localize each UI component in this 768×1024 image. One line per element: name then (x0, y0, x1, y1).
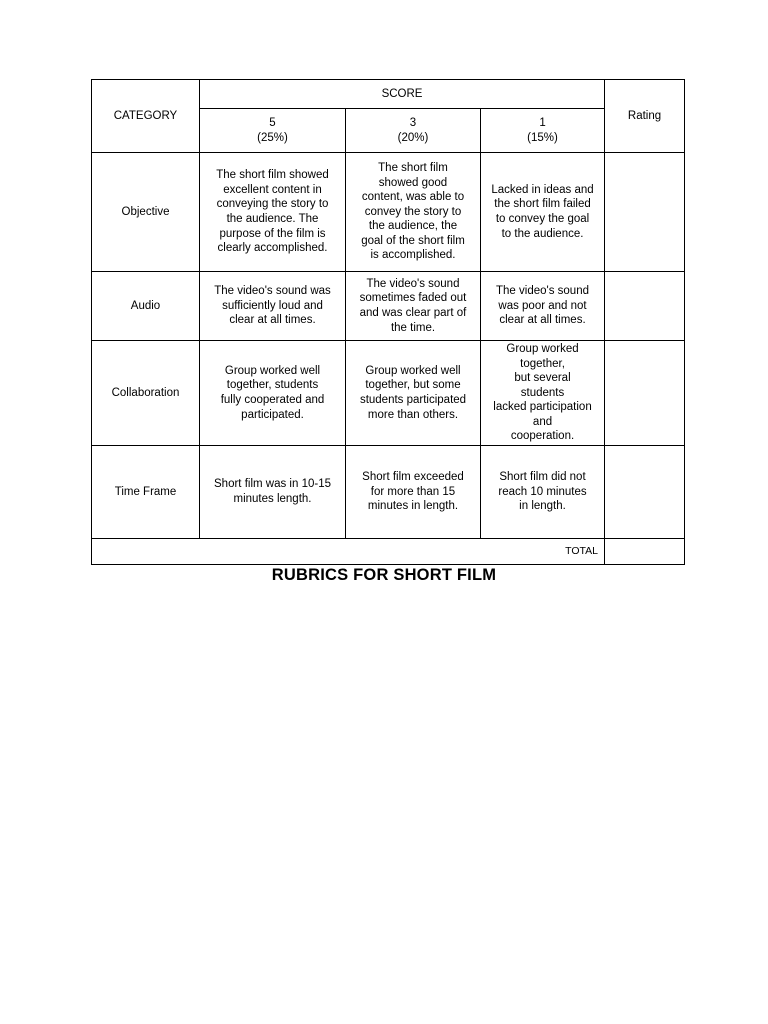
cell-line: content, was able to (361, 191, 465, 204)
criterion-cell (346, 153, 481, 272)
cell-line: is accomplished. (370, 249, 456, 262)
cell-line: minutes in length. (367, 500, 459, 513)
score-column-3 (346, 109, 481, 153)
page-title: RUBRICS FOR SHORT FILM (271, 566, 497, 584)
criterion-cell (200, 341, 346, 446)
cell-line: clear at all times. (499, 314, 586, 327)
score-column-5 (200, 109, 346, 153)
cell-line: for more than 15 (370, 485, 456, 498)
cell-line: Lacked in ideas and (491, 183, 594, 196)
cell-line: Short film did not (499, 471, 586, 484)
cell-line: the audience. The (226, 213, 319, 225)
cell-line: in length. (519, 500, 566, 513)
cell-line: lacked participation (493, 401, 592, 414)
cell-line: students (520, 386, 565, 399)
rating-cell (605, 446, 685, 539)
cell-line: the short film failed (494, 198, 591, 211)
category-time-frame: Time Frame (92, 446, 200, 539)
cell-line: Group worked well (365, 364, 461, 377)
criterion-cell (200, 153, 346, 272)
score-percent: (15%) (527, 131, 558, 144)
cell-line: students participated (359, 394, 467, 406)
score-points: 3 (409, 116, 417, 129)
cell-line: reach 10 minutes (498, 485, 587, 498)
criterion-cell (481, 272, 605, 341)
table-row (92, 153, 685, 272)
cell-line: Short film was in 10-15 (214, 478, 331, 491)
category-objective: Objective (92, 153, 200, 272)
cell-line: clearly accomplished. (217, 242, 328, 255)
cell-line: The short film (378, 161, 448, 174)
cell-line: purpose of the film is (219, 227, 326, 240)
cell-line: conveying the story to (216, 198, 329, 211)
cell-line: Group worked well (224, 364, 321, 377)
criterion-cell (200, 272, 346, 341)
cell-line: The video's sound was (214, 285, 331, 298)
cell-line: Group worked (506, 342, 579, 355)
cell-line: was poor and not (498, 299, 587, 312)
category-header: CATEGORY (92, 80, 200, 153)
cell-line: the audience, the (368, 220, 458, 233)
cell-line: convey the story to (364, 205, 462, 218)
table-row (92, 272, 685, 341)
criterion-cell (346, 272, 481, 341)
score-percent: (20%) (397, 131, 429, 144)
cell-line: and (532, 415, 553, 428)
table-row (92, 446, 685, 539)
rating-cell (605, 341, 685, 446)
total-rating-cell (605, 539, 685, 565)
cell-line: but several (514, 372, 571, 385)
cell-line: excellent content in (223, 183, 322, 196)
criterion-cell (346, 446, 481, 539)
cell-line: showed good (378, 176, 448, 189)
category-audio: Audio (92, 272, 200, 341)
cell-line: sometimes faded out (359, 292, 467, 305)
criterion-cell (481, 446, 605, 539)
cell-line: The short film showed (216, 169, 329, 182)
score-points: 5 (269, 116, 276, 129)
cell-line: Short film exceeded (362, 471, 464, 484)
cell-line: more than others. (367, 408, 459, 421)
category-collaboration: Collaboration (92, 341, 200, 446)
criterion-cell (481, 341, 605, 446)
criterion-cell (346, 341, 481, 446)
cell-line: to convey the goal (495, 213, 590, 225)
cell-line: the time. (390, 321, 436, 334)
cell-line: The video's sound (366, 277, 460, 290)
cell-line: goal of the short film (361, 234, 465, 247)
cell-line: The video's sound (496, 285, 589, 298)
cell-line: to the audience. (501, 227, 584, 240)
cell-line: sufficiently loud and (222, 299, 323, 312)
total-label: TOTAL (92, 539, 605, 565)
cell-line: together, but some (365, 379, 461, 392)
rating-cell (605, 272, 685, 341)
cell-line: cooperation. (510, 430, 575, 443)
table-row (92, 341, 685, 446)
total-row (92, 539, 685, 565)
criterion-cell (481, 153, 605, 272)
cell-line: together, (520, 357, 565, 370)
cell-line: and was clear part of (359, 307, 467, 319)
score-header: SCORE (200, 80, 605, 109)
criterion-cell (200, 446, 346, 539)
cell-line: minutes length. (233, 493, 312, 505)
cell-line: participated. (241, 408, 304, 421)
cell-line: fully cooperated and (220, 394, 325, 406)
rubric-table (91, 79, 685, 565)
rating-cell (605, 153, 685, 272)
score-column-1 (481, 109, 605, 153)
score-percent: (25%) (257, 131, 288, 144)
score-points: 1 (539, 116, 546, 129)
cell-line: clear at all times. (229, 314, 316, 327)
cell-line: together, students (226, 379, 319, 392)
rating-header: Rating (605, 80, 685, 153)
